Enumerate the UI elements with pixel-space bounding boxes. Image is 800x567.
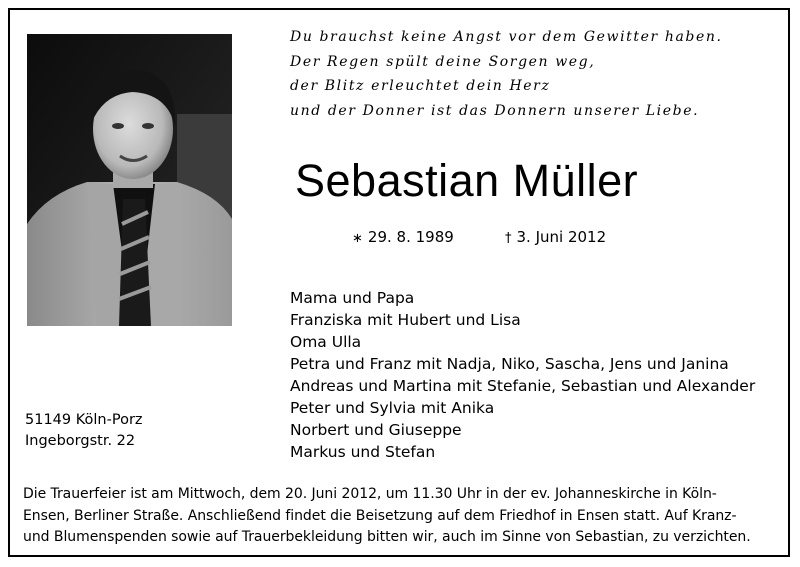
family-line: Peter und Sylvia mit Anika [290,399,495,417]
family-list [290,287,755,463]
address-city: 51149 Köln-Porz [25,412,143,428]
poem-line: Der Regen spült deine Sorgen weg, [290,53,596,70]
notice-line: Ensen, Berliner Straße. Anschließend findet die Beisetzung auf dem Friedhof in Ensen statt. Auf Kranz- [23,507,737,524]
death-date [505,228,606,248]
funeral-notice [23,484,783,549]
family-line: Mama und Papa [290,289,415,307]
death-cross-icon: † [505,231,512,246]
family-line: Markus und Stefan [290,443,436,461]
poem-line: Du brauchst keine Angst vor dem Gewitter haben. [290,29,723,45]
family-line: Franziska mit Hubert und Lisa [290,311,521,329]
memorial-poem [290,25,770,123]
notice-line: Die Trauerfeier ist am Mittwoch, dem 20. Juni 2012, um 11.30 Uhr in der ev. Johanneskirche in Köln- [23,486,717,502]
family-line: Andreas und Martina mit Stefanie, Sebastian und Alexander [290,377,756,395]
notice-line: und Blumenspenden sowie auf Trauerbekleidung bitten wir, auch im Sinne von Sebastian, zu verzichten. [23,529,751,545]
birth-date-value: 29. 8. 1989 [367,228,454,246]
birth-star-icon: ∗ [352,231,363,246]
portrait-photo [27,34,232,326]
poem-line: der Blitz erleuchtet dein Herz [290,78,551,94]
address-street: Ingeborgstr. 22 [25,433,136,449]
family-line: Petra und Franz mit Nadja, Niko, Sascha, Jens und Janina [290,355,729,373]
family-address [25,410,143,452]
poem-line: und der Donner ist das Donnern unserer Liebe. [290,102,700,119]
death-date-value: 3. Juni 2012 [516,228,607,246]
family-line: Norbert und Giuseppe [290,421,462,439]
deceased-name: Sebastian Müller [295,155,639,206]
family-line: Oma Ulla [290,333,362,351]
birth-date [352,228,454,248]
